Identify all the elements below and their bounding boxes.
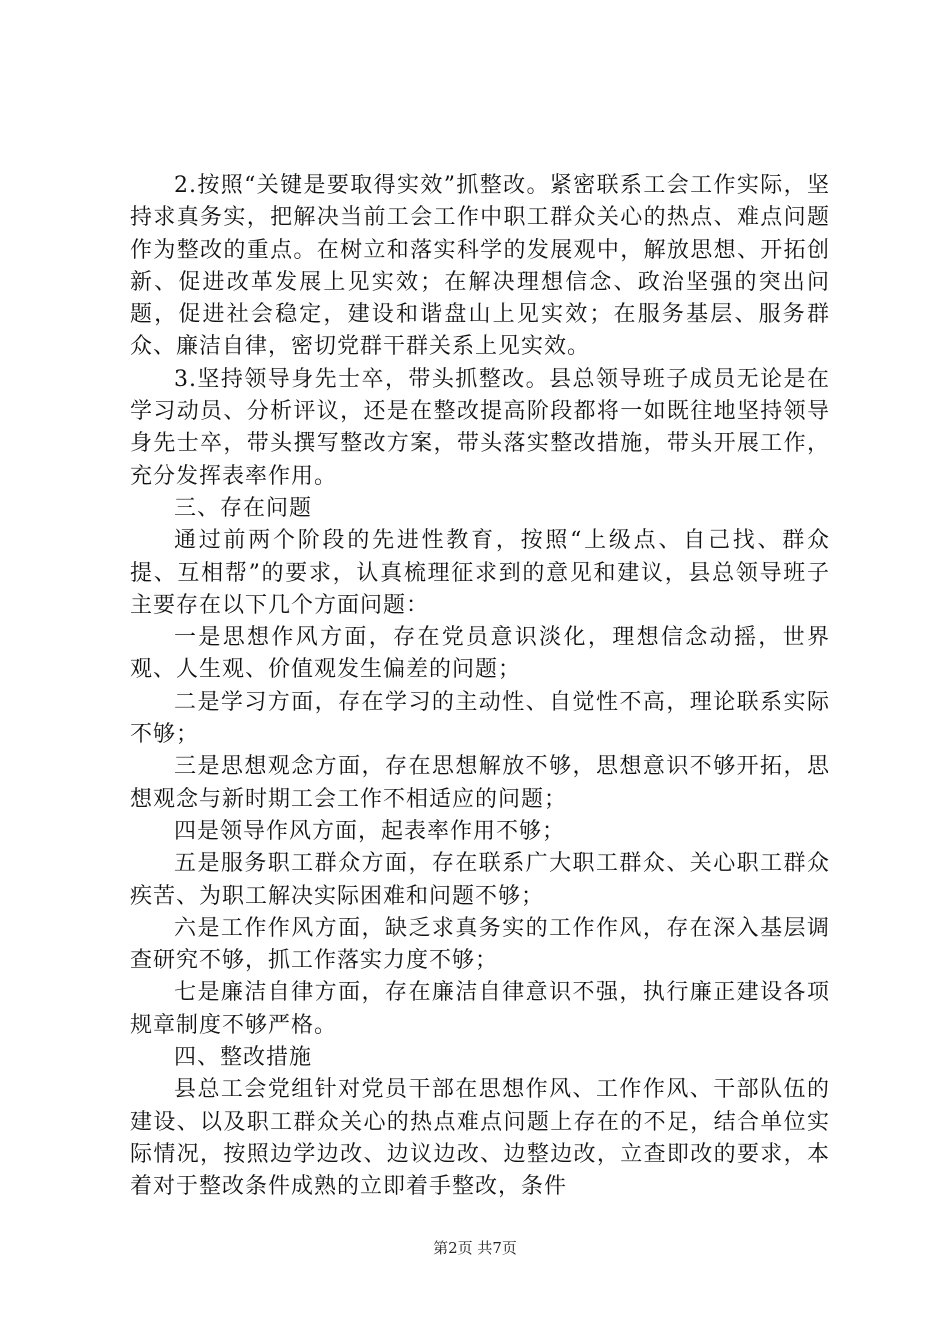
list-item: 三是思想观念方面，存在思想解放不够，思想意识不够开拓，思想观念与新时期工会工作不相适应的问题； [130,754,830,812]
paragraph: 2.按照“关键是要取得实效”抓整改。紧密联系工会工作实际，坚持求真务实，把解决当前工会工作中职工群众关心的热点、难点问题作为整改的重点。在树立和落实科学的发展观中，解放思想、开拓创新、促进改革发展上见实效；在解决理想信念、政治坚强的突出问题，促进社会稳定，建设和谐盘山上见实效；在服务基层、服务群众、廉洁自律，密切党群干群关系上见实效。 [130,173,830,360]
paragraph: 通过前两个阶段的先进性教育，按照“上级点、自己找、群众提、互相帮”的要求，认真梳理征求到的意见和建议，县总领导班子主要存在以下几个方面问题： [130,528,830,618]
list-item: 四是领导作风方面，起表率作用不够； [174,818,566,844]
paragraph: 3.坚持领导身先士卒，带头抓整改。县总领导班子成员无论是在学习动员、分析评议，还是在整改提高阶段都将一如既往地坚持领导身先士卒，带头撰写整改方案，带头落实整改措施，带头开展工作，充分发挥表率作用。 [130,366,830,489]
list-item: 二是学习方面，存在学习的主动性、自觉性不高，理论联系实际不够； [130,689,830,748]
list-item: 七是廉洁自律方面，存在廉洁自律意识不强，执行廉正建设各项规章制度不够严格。 [130,980,830,1038]
document-body [130,170,830,1204]
page-footer: 第2页 共7页 [433,1239,517,1257]
section-heading: 三、存在问题 [174,495,313,521]
list-item: 一是思想作风方面，存在党员意识淡化，理想信念动摇，世界观、人生观、价值观发生偏差的问题； [130,625,830,683]
section-heading: 四、整改措施 [174,1045,313,1071]
list-item: 五是服务职工群众方面，存在联系广大职工群众、关心职工群众疾苦、为职工解决实际困难和问题不够； [130,851,830,909]
paragraph: 县总工会党组针对党员干部在思想作风、工作作风、干部队伍的建设、以及职工群众关心的热点难点问题上存在的不足，结合单位实际情况，按照边学边改、边议边改、边整边改，立查即改的要求，本着对于整改条件成熟的立即着手整改，条件 [130,1077,830,1200]
list-item: 六是工作作风方面，缺乏求真务实的工作作风，存在深入基层调查研究不够，抓工作落实力度不够； [130,915,830,974]
